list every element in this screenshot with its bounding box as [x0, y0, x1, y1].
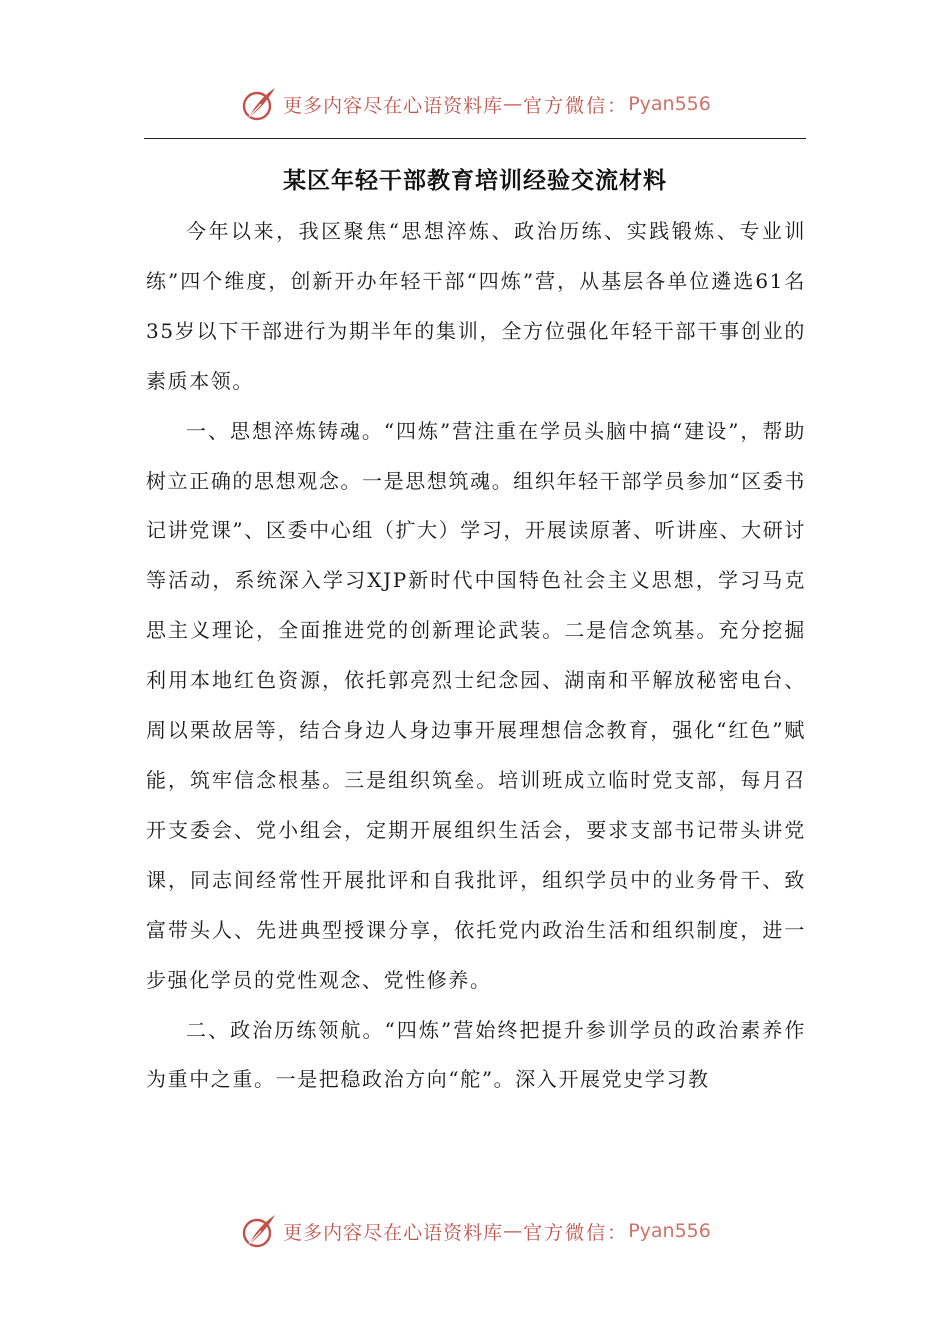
- quill-pen-logo-icon: [239, 84, 279, 124]
- banner-wechat-id: Pyan556: [628, 1220, 711, 1242]
- banner-wechat-label: 官方微信：: [523, 1221, 629, 1244]
- banner-library-text: 更多内容尽在心语资料库: [283, 1221, 504, 1244]
- banner-dash: —: [503, 93, 524, 115]
- document-title: 某区年轻干部教育培训经验交流材料: [283, 167, 667, 194]
- document-body: [146, 207, 806, 1105]
- header-banner: [0, 82, 950, 126]
- banner-wechat-id: Pyan556: [628, 93, 711, 115]
- banner-dash: —: [503, 1220, 524, 1242]
- quill-pen-logo-icon: [239, 1211, 279, 1251]
- footer-banner: [0, 1209, 950, 1253]
- paragraph-section-2: 二、政治历练领航。“四炼”营始终把提升参训学员的政治素养作为重中之重。一是把稳政治方向“舵”。深入开展党史学习教: [146, 1017, 806, 1092]
- banner-library-text: 更多内容尽在心语资料库: [283, 94, 504, 117]
- paragraph-section-1: 一、思想淬炼铸魂。“四炼”营注重在学员头脑中搞“建设”，帮助树立正确的思想观念。一是思想筑魂。组织年轻干部学员参加“区委书记讲党课”、区委中心组（扩大）学习，开展读原著、听讲座、大研讨等活动，系统深入学习XJP新时代中国特色社会主义思想，学习马克思主义理论，全面推进党的创新理论武装。二是信念筑基。充分挖掘利用本地红色资源，依托郭亮烈士纪念园、湖南和平解放秘密电台、周以栗故居等，结合身边人身边事开展理想信念教育，强化“红色”赋能，筑牢信念根基。三是组织筑垒。培训班成立临时党支部，每月召开支委会、党小组会，定期开展组织生活会，要求支部书记带头讲党课，同志间经常性开展批评和自我批评，组织学员中的业务骨干、致富带头人、先进典型授课分享，依托党内政治生活和组织制度，进一步强化学员的党性观念、党性修养。: [146, 418, 806, 992]
- banner-wechat-label: 官方微信：: [523, 94, 629, 117]
- header-rule: [144, 138, 806, 139]
- paragraph-intro: 今年以来，我区聚焦“思想淬炼、政治历练、实践锻炼、专业训练”四个维度，创新开办年轻干部“四炼”营，从基层各单位遴选61名35岁以下干部进行为期半年的集训，全方位强化年轻干部干事创业的素质本领。: [146, 219, 806, 393]
